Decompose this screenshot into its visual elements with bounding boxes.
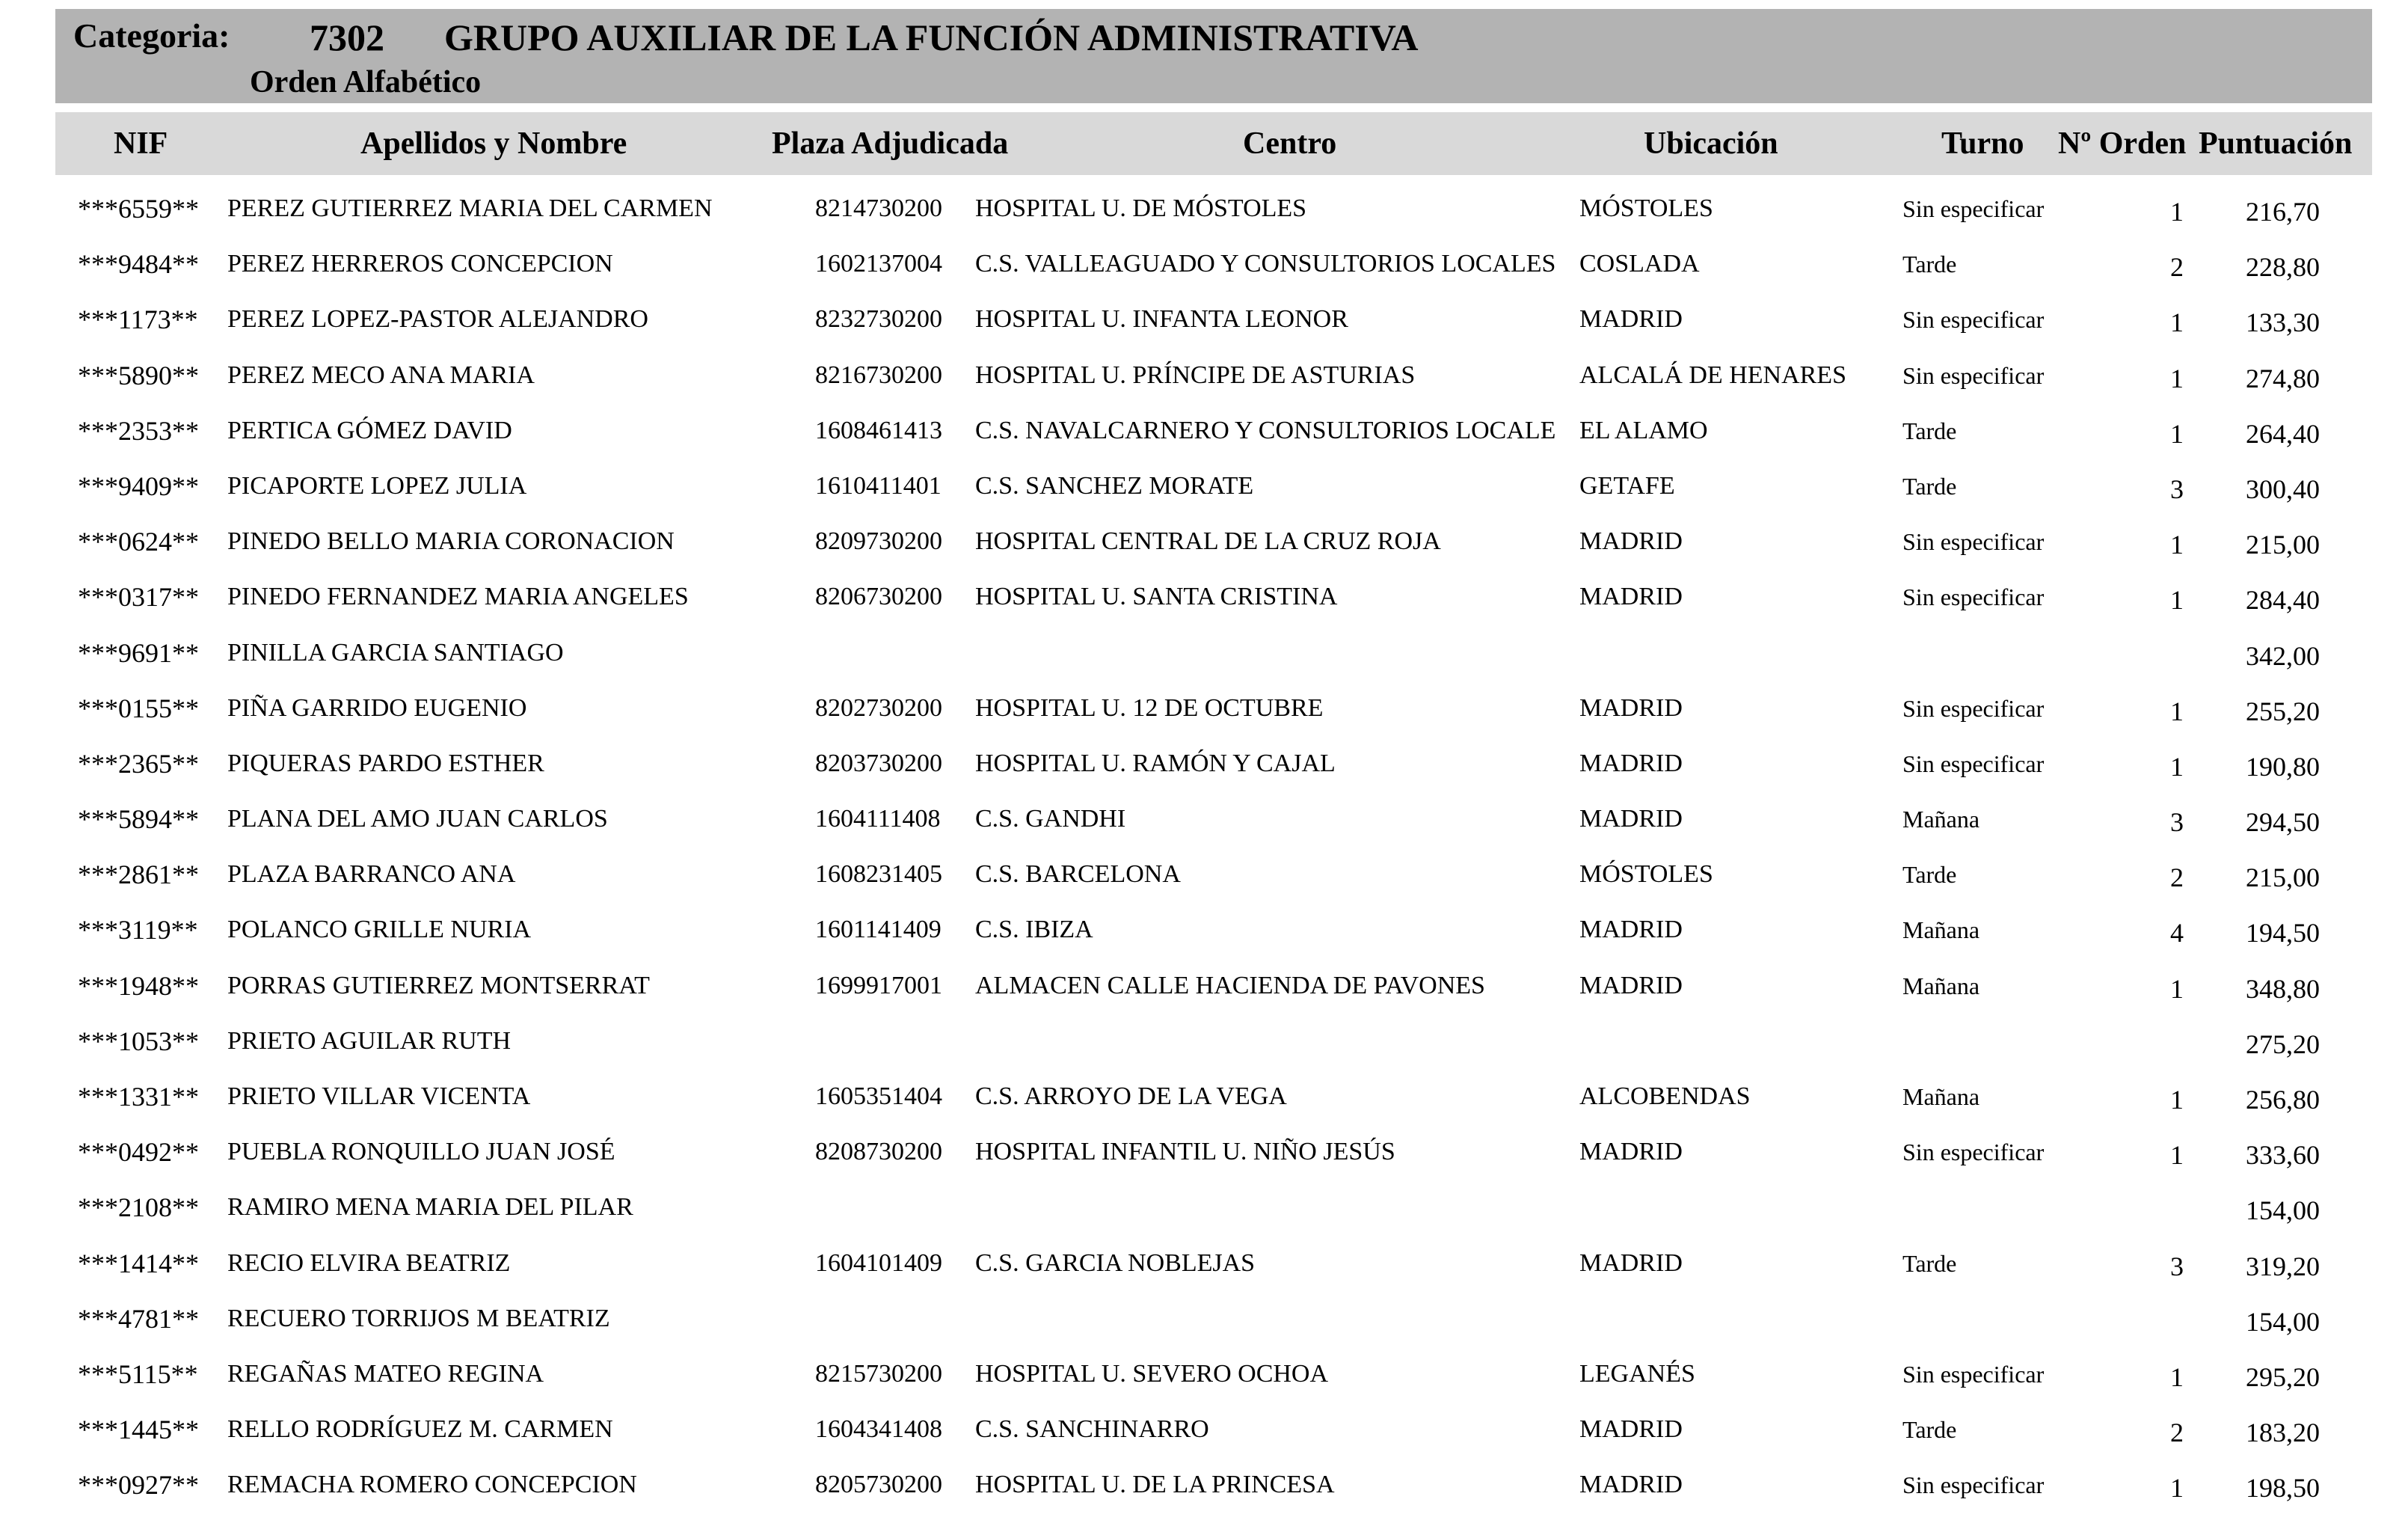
- cell-turno: Tarde: [1902, 472, 1957, 500]
- cell-turno: Sin especificar: [1902, 528, 2045, 556]
- cell-plaza: 8202730200: [815, 693, 942, 722]
- cell-nif: ***1414**: [78, 1248, 199, 1278]
- column-header-ubicacion: Ubicación: [1644, 126, 1778, 161]
- cell-ubicacion: ALCALÁ DE HENARES: [1579, 361, 1846, 389]
- cell-ubicacion: MADRID: [1579, 749, 1683, 777]
- cell-centro: C.S. ARROYO DE LA VEGA: [975, 1082, 1287, 1110]
- cell-centro: C.S. GANDHI: [975, 805, 1126, 833]
- cell-nif: ***0492**: [78, 1137, 199, 1168]
- category-name: GRUPO AUXILIAR DE LA FUNCIÓN ADMINISTRATIVA: [444, 16, 1419, 58]
- cell-nif: ***4781**: [78, 1303, 199, 1334]
- table-row: [0, 736, 2408, 791]
- cell-centro: ALMACEN CALLE HACIENDA DE PAVONES: [975, 971, 1485, 999]
- cell-puntuacion: 154,00: [2246, 1306, 2320, 1337]
- cell-orden: 1: [2170, 1473, 2184, 1504]
- table-row: [0, 1124, 2408, 1180]
- cell-plaza: 1601141409: [815, 916, 942, 944]
- cell-nif: ***5890**: [78, 360, 199, 390]
- table-row: [0, 459, 2408, 514]
- cell-nif: ***2353**: [78, 415, 199, 446]
- cell-centro: HOSPITAL U. RAMÓN Y CAJAL: [975, 749, 1336, 777]
- cell-ubicacion: MADRID: [1579, 693, 1683, 722]
- table-row: [0, 1069, 2408, 1124]
- cell-centro: HOSPITAL U. SEVERO OCHOA: [975, 1359, 1329, 1388]
- cell-puntuacion: 294,50: [2246, 807, 2320, 838]
- order-label: Orden Alfabético: [250, 65, 482, 99]
- cell-orden: 1: [2170, 530, 2184, 560]
- cell-orden: 1: [2170, 585, 2184, 616]
- cell-orden: 2: [2170, 862, 2184, 893]
- cell-puntuacion: 183,20: [2246, 1418, 2320, 1448]
- cell-turno: Sin especificar: [1902, 195, 2045, 222]
- cell-orden: 2: [2170, 1418, 2184, 1448]
- cell-centro: HOSPITAL INFANTIL U. NIÑO JESÚS: [975, 1138, 1395, 1166]
- cell-nombre: PEREZ GUTIERREZ MARIA DEL CARMEN: [227, 194, 713, 222]
- cell-turno: Tarde: [1902, 861, 1957, 889]
- cell-nombre: PICAPORTE LOPEZ JULIA: [227, 471, 527, 500]
- cell-turno: Mañana: [1902, 806, 1980, 833]
- cell-plaza: 1602137004: [815, 250, 942, 278]
- cell-nif: ***2108**: [78, 1192, 199, 1223]
- cell-plaza: 1699917001: [815, 971, 942, 999]
- cell-ubicacion: COSLADA: [1579, 250, 1700, 278]
- cell-puntuacion: 284,40: [2246, 585, 2320, 616]
- cell-nif: ***9409**: [78, 471, 199, 501]
- cell-turno: Sin especificar: [1902, 1360, 2045, 1388]
- cell-nif: ***3119**: [78, 915, 198, 946]
- cell-puntuacion: 198,50: [2246, 1473, 2320, 1504]
- column-header-puntuacion: Puntuación: [2199, 126, 2353, 161]
- table-row: [0, 292, 2408, 347]
- cell-orden: [2139, 1294, 2184, 1349]
- cell-turno: Mañana: [1902, 916, 1980, 944]
- cell-nombre: PRIETO VILLAR VICENTA: [227, 1082, 531, 1110]
- cell-ubicacion: MADRID: [1579, 1415, 1683, 1444]
- cell-turno: Tarde: [1902, 1249, 1957, 1277]
- table-row: [0, 1014, 2408, 1069]
- cell-nombre: RAMIRO MENA MARIA DEL PILAR: [227, 1193, 633, 1222]
- cell-nombre: PRIETO AGUILAR RUTH: [227, 1026, 512, 1055]
- cell-plaza: 8215730200: [815, 1359, 942, 1388]
- cell-turno: Sin especificar: [1902, 361, 2045, 389]
- cell-nif: ***1331**: [78, 1082, 199, 1112]
- cell-turno: Tarde: [1902, 251, 1957, 278]
- cell-nif: ***0927**: [78, 1470, 199, 1501]
- cell-turno: Sin especificar: [1902, 583, 2045, 611]
- cell-ubicacion: MADRID: [1579, 527, 1683, 556]
- table-row: [0, 348, 2408, 403]
- cell-centro: HOSPITAL U. 12 DE OCTUBRE: [975, 693, 1324, 722]
- cell-nombre: PIÑA GARRIDO EUGENIO: [227, 693, 527, 722]
- cell-centro: HOSPITAL U. INFANTA LEONOR: [975, 305, 1348, 334]
- cell-plaza: 8214730200: [815, 194, 942, 222]
- cell-puntuacion: 190,80: [2246, 751, 2320, 782]
- cell-plaza: 8205730200: [815, 1471, 942, 1499]
- table-row: [0, 681, 2408, 736]
- cell-nif: ***1948**: [78, 970, 199, 1001]
- cell-turno: Sin especificar: [1902, 694, 2045, 722]
- cell-puntuacion: 275,20: [2246, 1029, 2320, 1059]
- cell-plaza: 1604341408: [815, 1415, 942, 1444]
- cell-nombre: PLAZA BARRANCO ANA: [227, 860, 516, 889]
- cell-puntuacion: 342,00: [2246, 640, 2320, 671]
- cell-nif: ***2861**: [78, 860, 199, 890]
- cell-centro: C.S. SANCHINARRO: [975, 1415, 1209, 1444]
- cell-nombre: RELLO RODRÍGUEZ M. CARMEN: [227, 1415, 613, 1444]
- table-row: [0, 625, 2408, 681]
- cell-orden: 2: [2170, 252, 2184, 283]
- cell-nif: ***0317**: [78, 582, 199, 613]
- cell-ubicacion: MADRID: [1579, 916, 1683, 944]
- cell-nif: ***0624**: [78, 527, 199, 557]
- cell-puntuacion: 319,20: [2246, 1251, 2320, 1281]
- cell-plaza: 8209730200: [815, 527, 942, 556]
- cell-nombre: PEREZ HERREROS CONCEPCION: [227, 250, 613, 278]
- cell-ubicacion: MADRID: [1579, 1138, 1683, 1166]
- cell-ubicacion: LEGANÉS: [1579, 1359, 1695, 1388]
- cell-turno: Mañana: [1902, 1083, 1980, 1110]
- cell-puntuacion: 264,40: [2246, 418, 2320, 449]
- column-header-nif: NIF: [114, 126, 168, 161]
- cell-nif: ***1445**: [78, 1415, 199, 1445]
- column-header-turno: Turno: [1941, 126, 2024, 161]
- cell-centro: HOSPITAL U. SANTA CRISTINA: [975, 583, 1338, 611]
- cell-orden: 1: [2170, 751, 2184, 782]
- cell-centro: C.S. GARCIA NOBLEJAS: [975, 1248, 1256, 1277]
- cell-nif: ***2365**: [78, 748, 199, 779]
- cell-ubicacion: EL ALAMO: [1579, 416, 1708, 444]
- cell-plaza: 1610411401: [815, 471, 942, 500]
- cell-nombre: PEREZ LOPEZ-PASTOR ALEJANDRO: [227, 305, 648, 334]
- table-row: [0, 847, 2408, 902]
- cell-plaza: 1605351404: [815, 1082, 942, 1110]
- cell-orden: [2139, 1183, 2184, 1238]
- column-header-plaza: Plaza Adjudicada: [772, 126, 1009, 161]
- cell-orden: 1: [2170, 197, 2184, 227]
- cell-puntuacion: 215,00: [2246, 862, 2320, 893]
- cell-orden: 4: [2170, 918, 2184, 949]
- cell-orden: 1: [2170, 307, 2184, 338]
- cell-nombre: PINILLA GARCIA SANTIAGO: [227, 638, 564, 667]
- cell-ubicacion: MÓSTOLES: [1579, 860, 1713, 889]
- cell-turno: Sin especificar: [1902, 750, 2045, 777]
- table-row: [0, 514, 2408, 569]
- cell-nombre: REGAÑAS MATEO REGINA: [227, 1359, 544, 1388]
- cell-centro: C.S. NAVALCARNERO Y CONSULTORIOS LOCALE: [975, 416, 1556, 444]
- cell-orden: 1: [2170, 973, 2184, 1004]
- table-row: [0, 1402, 2408, 1457]
- cell-orden: 1: [2170, 1361, 2184, 1392]
- cell-turno: Tarde: [1902, 417, 1957, 444]
- cell-ubicacion: MADRID: [1579, 1248, 1683, 1277]
- cell-orden: [2139, 628, 2184, 684]
- cell-puntuacion: 256,80: [2246, 1085, 2320, 1115]
- cell-plaza: 8206730200: [815, 583, 942, 611]
- cell-ubicacion: ALCOBENDAS: [1579, 1082, 1751, 1110]
- cell-turno: Sin especificar: [1902, 1471, 2045, 1499]
- category-code: 7302: [310, 16, 384, 58]
- table-row: [0, 958, 2408, 1014]
- cell-turno: Sin especificar: [1902, 306, 2045, 334]
- cell-orden: 1: [2170, 418, 2184, 449]
- cell-orden: [2139, 1017, 2184, 1072]
- cell-centro: HOSPITAL CENTRAL DE LA CRUZ ROJA: [975, 527, 1441, 556]
- table-row: [0, 1291, 2408, 1346]
- cell-nombre: PIQUERAS PARDO ESTHER: [227, 749, 544, 777]
- cell-nif: ***1173**: [78, 304, 198, 335]
- cell-puntuacion: 300,40: [2246, 474, 2320, 504]
- cell-orden: 3: [2170, 807, 2184, 838]
- cell-nombre: PINEDO BELLO MARIA CORONACION: [227, 527, 675, 556]
- table-row: [0, 236, 2408, 292]
- category-label: Categoria:: [73, 16, 230, 55]
- cell-orden: 1: [2170, 1140, 2184, 1171]
- cell-turno: Tarde: [1902, 1416, 1957, 1444]
- cell-puntuacion: 333,60: [2246, 1140, 2320, 1171]
- column-header-centro: Centro: [1243, 126, 1337, 161]
- cell-plaza: 1604111408: [815, 805, 941, 833]
- cell-orden: 1: [2170, 363, 2184, 393]
- cell-ubicacion: MADRID: [1579, 305, 1683, 334]
- cell-ubicacion: MADRID: [1579, 971, 1683, 999]
- cell-plaza: 1608461413: [815, 416, 942, 444]
- table-row: [0, 181, 2408, 236]
- cell-puntuacion: 348,80: [2246, 973, 2320, 1004]
- cell-puntuacion: 295,20: [2246, 1361, 2320, 1392]
- cell-orden: 3: [2170, 474, 2184, 504]
- table-row: [0, 1180, 2408, 1235]
- cell-nif: ***6559**: [78, 194, 199, 224]
- cell-puntuacion: 194,50: [2246, 918, 2320, 949]
- cell-nombre: PERTICA GÓMEZ DAVID: [227, 416, 512, 444]
- cell-plaza: 8203730200: [815, 749, 942, 777]
- table-row: [0, 791, 2408, 847]
- cell-puntuacion: 215,00: [2246, 530, 2320, 560]
- cell-nif: ***1053**: [78, 1026, 199, 1056]
- cell-nombre: RECUERO TORRIJOS M BEATRIZ: [227, 1304, 610, 1332]
- cell-plaza: 8232730200: [815, 305, 942, 334]
- cell-orden: 3: [2170, 1251, 2184, 1281]
- cell-nombre: PUEBLA RONQUILLO JUAN JOSÉ: [227, 1138, 615, 1166]
- cell-nif: ***5115**: [78, 1358, 198, 1389]
- table-row: [0, 1236, 2408, 1291]
- cell-nif: ***9484**: [78, 249, 199, 280]
- column-header-nombre: Apellidos y Nombre: [360, 126, 627, 161]
- cell-plaza: 8208730200: [815, 1138, 942, 1166]
- cell-turno: Mañana: [1902, 972, 1980, 999]
- cell-puntuacion: 255,20: [2246, 696, 2320, 726]
- cell-ubicacion: MADRID: [1579, 805, 1683, 833]
- cell-ubicacion: GETAFE: [1579, 471, 1675, 500]
- cell-puntuacion: 133,30: [2246, 307, 2320, 338]
- cell-centro: C.S. BARCELONA: [975, 860, 1181, 889]
- cell-puntuacion: 228,80: [2246, 252, 2320, 283]
- cell-turno: Sin especificar: [1902, 1139, 2045, 1166]
- cell-nif: ***9691**: [78, 637, 199, 668]
- cell-centro: HOSPITAL U. PRÍNCIPE DE ASTURIAS: [975, 361, 1416, 389]
- cell-nombre: PORRAS GUTIERREZ MONTSERRAT: [227, 971, 650, 999]
- cell-nombre: REMACHA ROMERO CONCEPCION: [227, 1471, 637, 1499]
- cell-plaza: 1604101409: [815, 1248, 942, 1277]
- table-row: [0, 403, 2408, 459]
- table-row: [0, 1346, 2408, 1402]
- cell-centro: HOSPITAL U. DE MÓSTOLES: [975, 194, 1307, 222]
- cell-nombre: RECIO ELVIRA BEATRIZ: [227, 1248, 511, 1277]
- table-row: [0, 1457, 2408, 1513]
- cell-puntuacion: 154,00: [2246, 1195, 2320, 1226]
- cell-nombre: PEREZ MECO ANA MARIA: [227, 361, 535, 389]
- column-header-orden: Nº Orden: [2058, 126, 2187, 161]
- cell-centro: C.S. VALLEAGUADO Y CONSULTORIOS LOCALES: [975, 250, 1556, 278]
- cell-puntuacion: 216,70: [2246, 197, 2320, 227]
- cell-plaza: 8216730200: [815, 361, 942, 389]
- cell-ubicacion: MÓSTOLES: [1579, 194, 1713, 222]
- cell-orden: 1: [2170, 1085, 2184, 1115]
- cell-centro: HOSPITAL U. DE LA PRINCESA: [975, 1471, 1335, 1499]
- cell-orden: 1: [2170, 696, 2184, 726]
- cell-ubicacion: MADRID: [1579, 583, 1683, 611]
- table-row: [0, 902, 2408, 958]
- cell-nombre: POLANCO GRILLE NURIA: [227, 916, 532, 944]
- cell-nif: ***5894**: [78, 804, 199, 835]
- cell-plaza: 1608231405: [815, 860, 942, 889]
- cell-nif: ***0155**: [78, 693, 199, 723]
- cell-puntuacion: 274,80: [2246, 363, 2320, 393]
- cell-ubicacion: MADRID: [1579, 1471, 1683, 1499]
- cell-centro: C.S. IBIZA: [975, 916, 1093, 944]
- results-table: [0, 181, 2408, 1513]
- column-header-row: [55, 112, 2372, 175]
- cell-centro: C.S. SANCHEZ MORATE: [975, 471, 1254, 500]
- cell-nombre: PLANA DEL AMO JUAN CARLOS: [227, 805, 608, 833]
- cell-nombre: PINEDO FERNANDEZ MARIA ANGELES: [227, 583, 689, 611]
- table-row: [0, 569, 2408, 625]
